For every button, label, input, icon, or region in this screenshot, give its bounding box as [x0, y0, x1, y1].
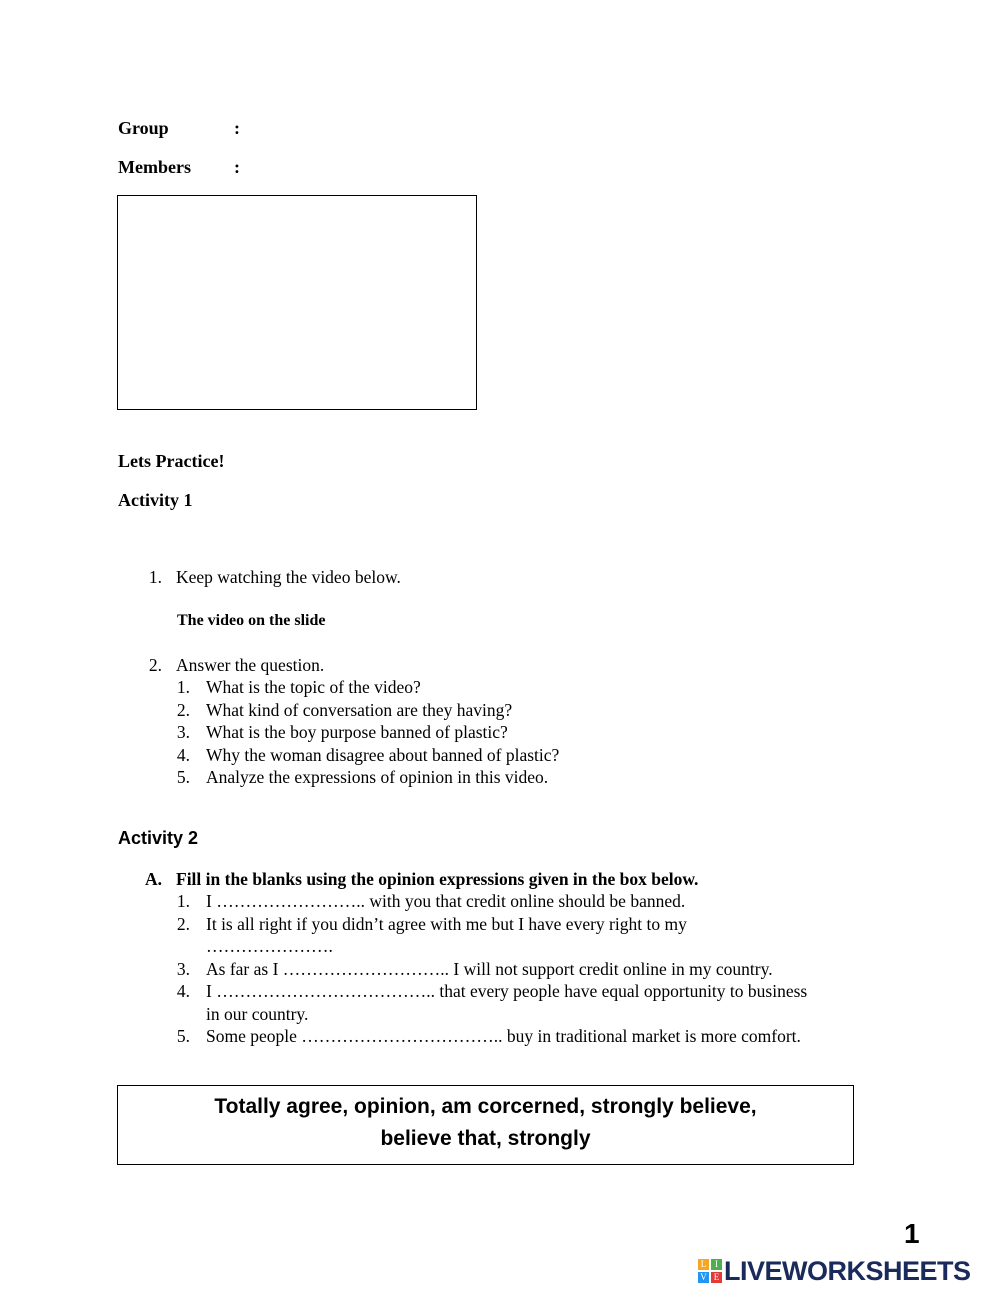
question-item	[166, 744, 766, 767]
sentence-item	[166, 890, 886, 913]
item-number: 2.	[148, 655, 162, 675]
question-text: What is the boy purpose banned of plastic?	[206, 722, 508, 742]
sentence-text: I …………………….. with you that credit online should be banned.	[206, 891, 686, 911]
logo-icon-letter: I	[715, 1259, 718, 1269]
question-number: 3.	[176, 722, 190, 742]
question-text: Why the woman disagree about banned of plastic?	[206, 744, 560, 765]
instruction-text: Fill in the blanks using the opinion expressions given in the box below.	[176, 869, 699, 889]
members-label: Members	[118, 157, 191, 177]
activity2-title: Activity 2	[118, 828, 199, 848]
question-item	[166, 766, 766, 789]
question-text: Analyze the expressions of opinion in this video.	[206, 767, 549, 787]
sentence-text-continued: in our country.	[206, 1003, 309, 1024]
members-colon: :	[234, 157, 240, 177]
members-photo-box	[117, 195, 477, 410]
question-item	[166, 676, 766, 699]
sentence-number: 5.	[176, 1026, 190, 1046]
logo-icon-cell	[698, 1272, 709, 1283]
sentence-text: I ……………………………….. that every people have equal opportunity to business	[206, 981, 808, 1001]
sentence-number: 1.	[176, 891, 190, 911]
sentence-text: As far as I ……………………….. I will not support credit online in my country.	[206, 958, 773, 979]
sentence-number: 3.	[176, 958, 190, 979]
item-number: 1.	[148, 567, 162, 587]
logo-icon-cell	[698, 1259, 709, 1270]
question-number: 1.	[176, 677, 190, 697]
sentence-number: 4.	[176, 981, 190, 1001]
page-number: 1	[904, 1218, 920, 1249]
sentence-item	[166, 958, 886, 981]
activity1-item	[138, 566, 638, 588]
question-item	[166, 721, 766, 744]
activity1-item	[138, 654, 638, 676]
activity2-instruction	[138, 868, 838, 890]
question-number: 4.	[176, 744, 190, 765]
liveworksheets-logo[interactable]	[698, 1256, 998, 1286]
activity1-title: Activity 1	[118, 490, 193, 510]
group-colon: :	[234, 118, 240, 138]
expressions-word-box	[117, 1085, 854, 1165]
logo-icon-letter: V	[700, 1272, 707, 1282]
question-item	[166, 699, 766, 722]
logo-text: LIVEWORKSHEETS	[724, 1256, 971, 1286]
logo-icon	[698, 1259, 722, 1283]
word-box-line-2: believe that, strongly	[380, 1127, 591, 1150]
question-list	[166, 676, 766, 789]
sentence-item	[166, 980, 886, 1025]
sentence-item	[166, 913, 886, 958]
word-box-line-1: Totally agree, opinion, am corcerned, strongly believe,	[214, 1095, 757, 1118]
item-text: Answer the question.	[176, 655, 325, 675]
sentence-text-continued: ………………….	[206, 936, 333, 956]
sentence-list	[166, 890, 886, 1048]
logo-icon-cell	[711, 1259, 722, 1270]
question-number: 5.	[176, 767, 190, 787]
logo-icon-letter: L	[700, 1259, 707, 1269]
sentence-text: It is all right if you didn’t agree with me but I have every right to my	[206, 913, 687, 934]
group-label: Group	[118, 118, 169, 138]
item-text: Keep watching the video below.	[176, 567, 401, 587]
question-text: What is the topic of the video?	[206, 677, 421, 697]
instruction-label: A.	[144, 869, 162, 889]
logo-icon-cell	[711, 1272, 722, 1283]
question-text: What kind of conversation are they having?	[206, 699, 513, 720]
question-number: 2.	[176, 699, 190, 720]
section-title: Lets Practice!	[118, 451, 225, 471]
sentence-item	[166, 1025, 886, 1048]
logo-icon-letter: E	[713, 1272, 720, 1282]
sentence-number: 2.	[176, 913, 190, 934]
video-note: The video on the slide	[177, 612, 326, 629]
sentence-text: Some people …………………………….. buy in traditional market is more comfort.	[206, 1026, 801, 1046]
